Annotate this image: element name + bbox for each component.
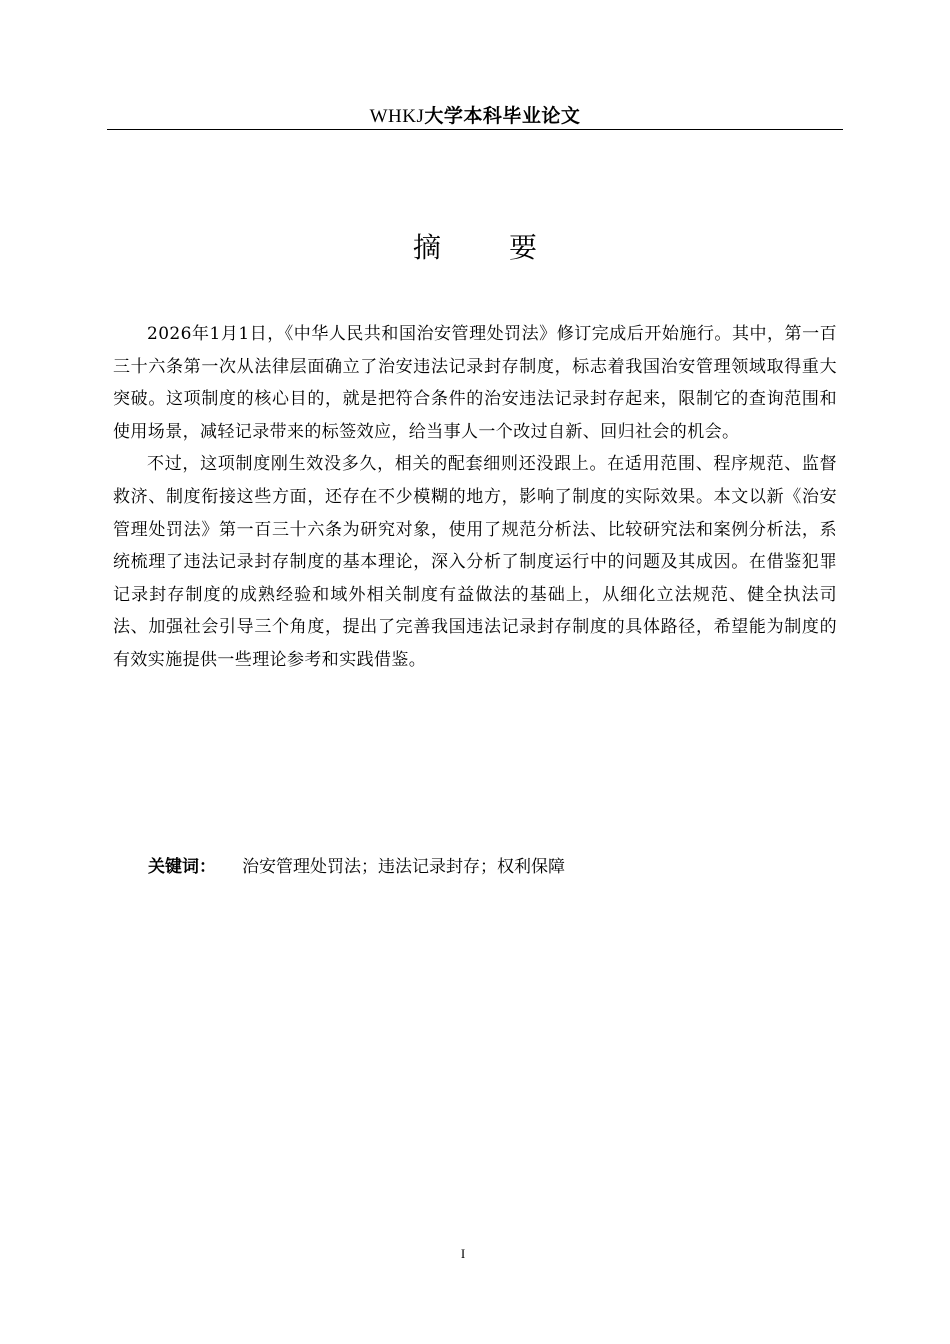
abstract-body xyxy=(113,318,837,677)
header-school-code: WHKJ xyxy=(369,106,425,127)
page-title: 摘要 xyxy=(412,231,605,264)
abstract-paragraph: 2026年1月1日，《中华人民共和国治安管理处罚法》修订完成后开始施行。其中，第一百三十六条第一次从法律层面确立了治安违法记录封存制度，标志着我国治安管理领域取得重大突破。这项制度的核心目的，就是把符合条件的治安违法记录封存起来，限制它的查询范围和使用场景，减轻记录带来的标签效应，给当事人一个改过自新、回归社会的机会。 xyxy=(113,324,837,442)
page-number: I xyxy=(460,1246,466,1261)
abstract-paragraph: 不过，这项制度刚生效没多久，相关的配套细则还没跟上。在适用范围、程序规范、监督救济、制度衔接这些方面，还存在不少模糊的地方，影响了制度的实际效果。本文以新《治安管理处罚法》第一百三十六条为研究对象，使用了规范分析法、比较研究法和案例分析法，系统梳理了违法记录封存制度的基本理论，深入分析了制度运行中的问题及其成因。在借鉴犯罪记录封存制度的成熟经验和域外相关制度有益做法的基础上，从细化立法规范、健全执法司法、加强社会引导三个角度，提出了完善我国违法记录封存制度的具体路径，希望能为制度的有效实施提供一些理论参考和实践借鉴。 xyxy=(113,454,837,670)
header-divider xyxy=(107,129,843,130)
header-thesis-type: 大学本科毕业论文 xyxy=(424,105,581,127)
keywords-line xyxy=(148,851,838,883)
running-header xyxy=(107,104,843,128)
keywords-text: 治安管理处罚法；违法记录封存；权利保障 xyxy=(242,857,565,877)
keywords-label: 关键词： xyxy=(148,857,216,877)
